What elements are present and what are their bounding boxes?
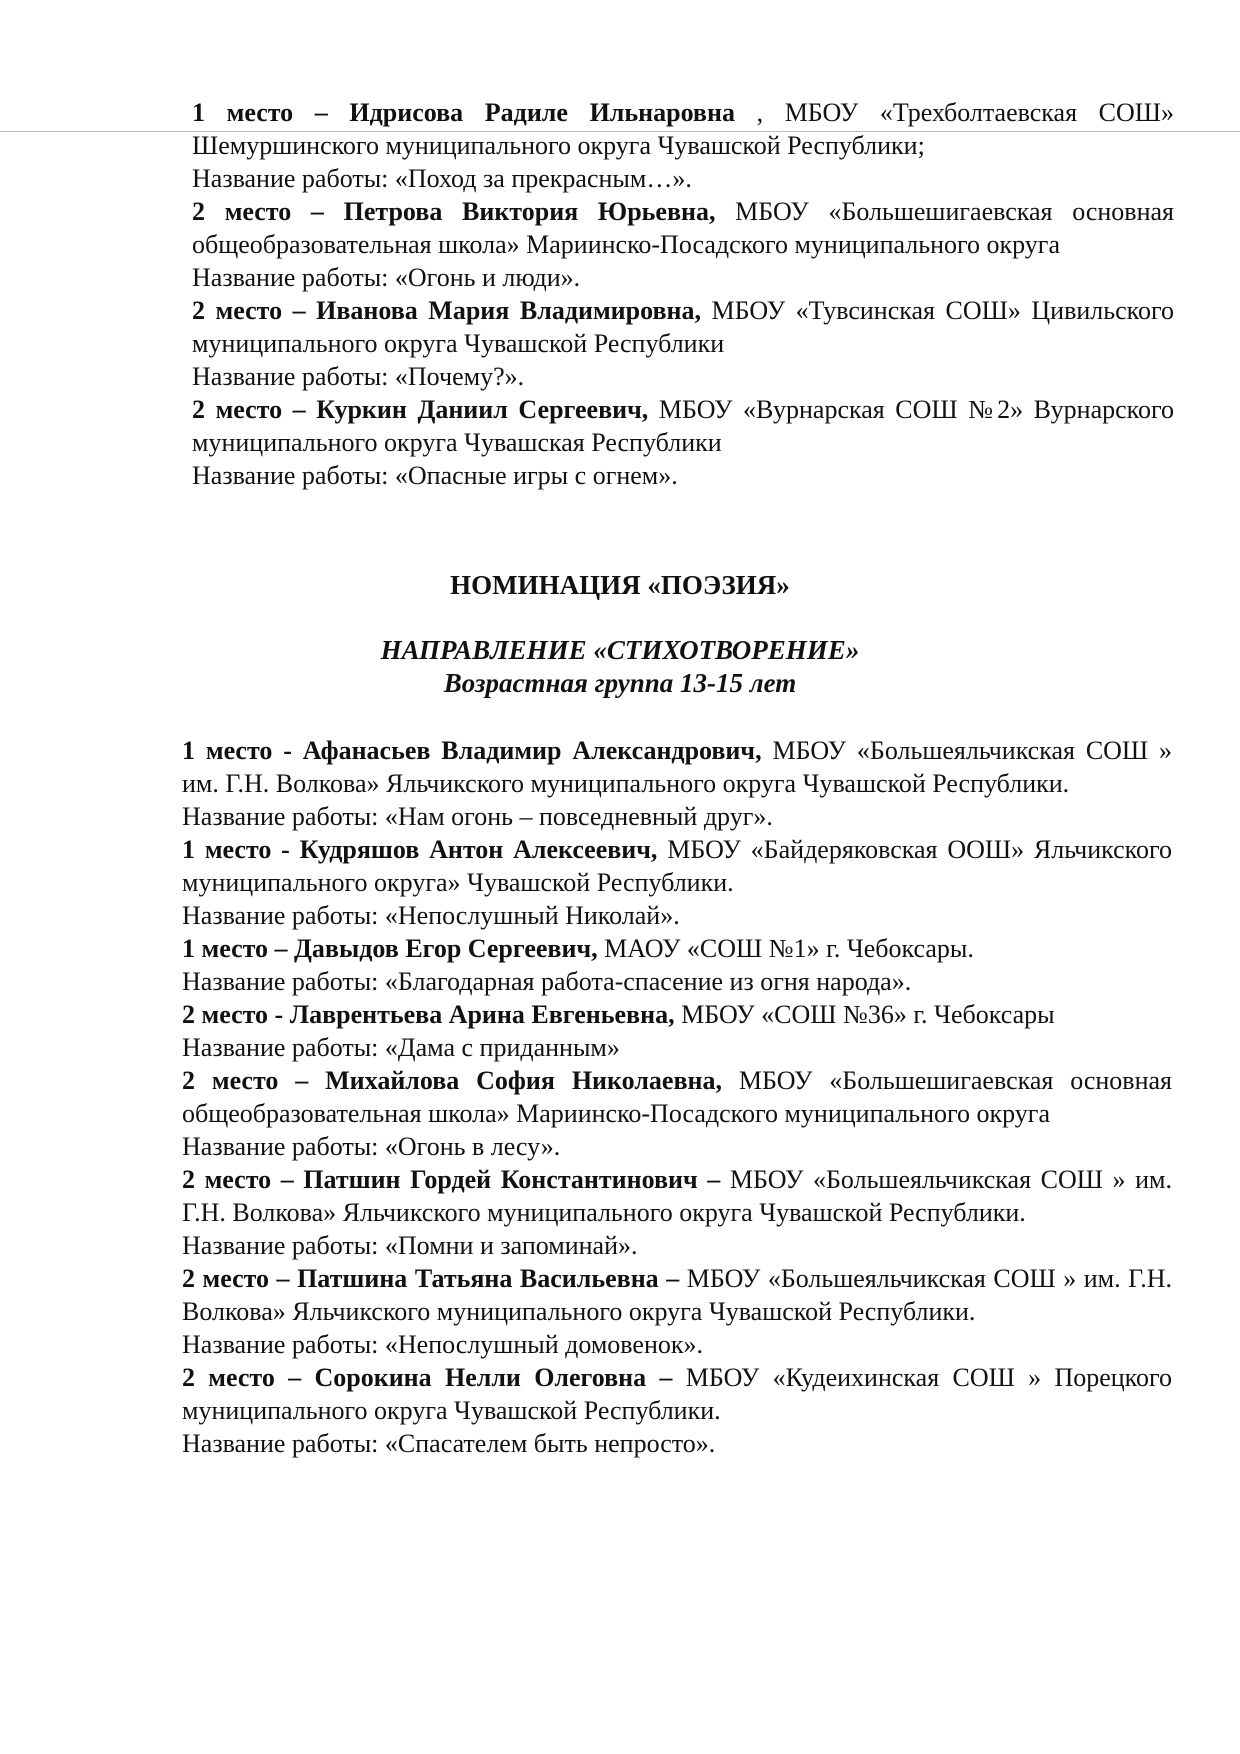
- award-entry: [182, 833, 1172, 932]
- participant-school: МБОУ «Байдеряковская ООШ» Яльчикского муниципального округа» Чувашской Республики.: [182, 835, 1172, 897]
- work-title: Название работы: «Поход за прекрасным…».: [192, 164, 692, 193]
- participant-school: МБОУ «Кудеихинская СОШ » Порецкого муниципального округа Чувашской Республики.: [182, 1363, 1172, 1425]
- participant-school: МБОУ «Вурнарская СОШ №2» Вурнарского муниципального округа Чувашская Республики: [192, 395, 1174, 457]
- section-prose-results: [192, 96, 1174, 492]
- participant-school: МБОУ «Большеяльчикская СОШ » им. Г.Н. Волкова» Яльчикского муниципального округа Чувашской Республики.: [182, 736, 1173, 798]
- award-place: 2 место –: [192, 197, 324, 226]
- award-entry: [182, 734, 1172, 833]
- participant-name: Сорокина Нелли Олеговна –: [314, 1363, 673, 1392]
- work-title: Название работы: «Огонь и люди».: [192, 263, 581, 292]
- award-entry: [182, 1361, 1172, 1460]
- participant-name: Куркин Даниил Сергеевич,: [316, 395, 649, 424]
- participant-school: МБОУ «СОШ №36» г. Чебоксары: [674, 1000, 1055, 1029]
- work-title: Название работы: «Дама с приданным»: [182, 1033, 620, 1062]
- participant-name: Патшина Татьяна Васильевна –: [297, 1264, 680, 1293]
- work-title: Название работы: «Непослушный домовенок».: [182, 1330, 704, 1359]
- award-place: 1 место –: [182, 934, 288, 963]
- award-place: 2 место -: [182, 1000, 284, 1029]
- work-title: Название работы: «Опасные игры с огнем».: [192, 461, 678, 490]
- award-entry: [182, 1163, 1172, 1262]
- participant-school: МБОУ «Большешигаевская основная общеобразовательная школа» Мариинско-Посадского муниципального округа: [182, 1066, 1172, 1128]
- nomination-heading: НОМИНАЦИЯ «ПОЭЗИЯ»: [450, 570, 790, 600]
- participant-name: Кудряшов Антон Алексеевич,: [299, 835, 658, 864]
- participant-name: Давыдов Егор Сергеевич,: [294, 934, 598, 963]
- work-title: Название работы: «Благодарная работа-спасение из огня народа».: [182, 967, 912, 996]
- participant-name: Михайлова София Николаевна,: [325, 1066, 722, 1095]
- work-title: Название работы: «Огонь в лесу».: [182, 1132, 561, 1161]
- work-title: Название работы: «Непослушный Николай».: [182, 901, 680, 930]
- work-title: Название работы: «Помни и запоминай».: [182, 1231, 638, 1260]
- award-place: 2 место –: [182, 1264, 290, 1293]
- award-place: 2 место –: [182, 1165, 294, 1194]
- award-entry: [182, 1064, 1172, 1163]
- award-place: 1 место –: [192, 98, 328, 127]
- work-title: Название работы: «Почему?».: [192, 362, 525, 391]
- participant-school: МБОУ «Большеяльчикская СОШ » им. Г.Н. Волкова» Яльчикского муниципального округа Чувашской Республики.: [182, 1165, 1173, 1227]
- award-entry: [192, 96, 1174, 195]
- direction-heading: НАПРАВЛЕНИЕ «СТИХОТВОРЕНИЕ»: [380, 635, 860, 665]
- award-place: 1 место -: [182, 835, 290, 864]
- participant-school: МАОУ «СОШ №1» г. Чебоксары.: [597, 934, 974, 963]
- award-place: 1 место -: [182, 736, 292, 765]
- award-place: 2 место –: [192, 395, 306, 424]
- award-entry: [182, 932, 1172, 998]
- participant-name: Лаврентьева Арина Евгеньевна,: [289, 1000, 675, 1029]
- work-title: Название работы: «Спасателем быть непросто».: [182, 1429, 716, 1458]
- participant-name: Афанасьев Владимир Александрович,: [302, 736, 762, 765]
- work-title: Название работы: «Нам огонь – повседневный друг».: [182, 802, 773, 831]
- age-group-heading: Возрастная группа 13-15 лет: [443, 668, 797, 698]
- participant-school: МБОУ «Тувсинская СОШ» Цивильского муниципального округа Чувашской Республики: [192, 296, 1174, 358]
- award-entry: [192, 294, 1174, 393]
- award-entry: [182, 1262, 1172, 1361]
- participant-name: Иванова Мария Владимировна,: [316, 296, 701, 325]
- participant-school: МБОУ «Большешигаевская основная общеобразовательная школа» Мариинско-Посадского муниципального округа: [192, 197, 1174, 259]
- award-place: 2 место –: [182, 1363, 302, 1392]
- award-place: 2 место –: [182, 1066, 309, 1095]
- participant-school: , МБОУ «Трехболтаевская СОШ» Шемуршинского муниципального округа Чувашской Республики;: [192, 98, 1174, 160]
- award-entry: [182, 998, 1172, 1064]
- award-entry: [192, 393, 1174, 492]
- participant-name: Петрова Виктория Юрьевна,: [343, 197, 716, 226]
- participant-name: Патшин Гордей Константинович –: [303, 1165, 721, 1194]
- participant-name: Идрисова Радиле Ильнаровна: [349, 98, 735, 127]
- award-place: 2 место –: [192, 296, 306, 325]
- section-poetry-results: [182, 734, 1172, 1460]
- award-entry: [192, 195, 1174, 294]
- participant-school: МБОУ «Большеяльчикская СОШ » им. Г.Н. Волкова» Яльчикского муниципального округа Чувашской Республики.: [182, 1264, 1172, 1326]
